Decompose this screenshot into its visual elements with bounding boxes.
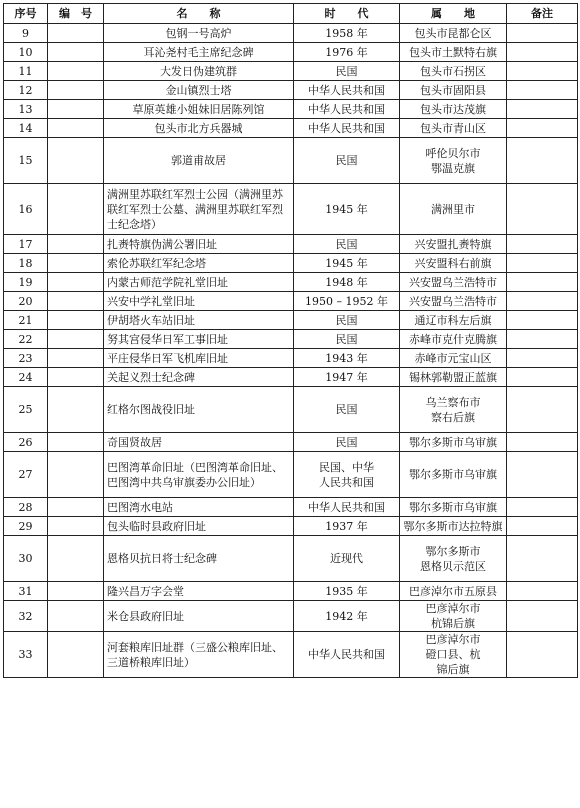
seq-cell: 26 [4, 433, 48, 452]
code-cell [48, 517, 104, 536]
code-cell [48, 24, 104, 43]
note-cell [507, 184, 578, 235]
table-row [4, 498, 578, 517]
name-cell: 巴图湾水电站 [104, 498, 294, 517]
code-cell [48, 292, 104, 311]
table-row [4, 433, 578, 452]
seq-cell: 12 [4, 81, 48, 100]
name-cell: 关起义烈士纪念碑 [104, 368, 294, 387]
era-cell: 中华人民共和国 [294, 119, 400, 138]
note-cell [507, 311, 578, 330]
note-cell [507, 100, 578, 119]
location-cell: 兴安盟科右前旗 [400, 254, 507, 273]
location-cell: 包头市昆都仑区 [400, 24, 507, 43]
table-row [4, 43, 578, 62]
code-cell [48, 119, 104, 138]
code-cell [48, 368, 104, 387]
seq-cell: 23 [4, 349, 48, 368]
seq-cell: 20 [4, 292, 48, 311]
note-cell [507, 138, 578, 184]
name-cell: 奇国贤故居 [104, 433, 294, 452]
code-cell [48, 184, 104, 235]
header-code: 编 号 [48, 4, 104, 24]
location-cell: 包头市土默特右旗 [400, 43, 507, 62]
seq-cell: 14 [4, 119, 48, 138]
note-cell [507, 498, 578, 517]
note-cell [507, 81, 578, 100]
name-cell: 米仓县政府旧址 [104, 601, 294, 632]
location-cell: 兴安盟乌兰浩特市 [400, 273, 507, 292]
name-cell: 金山镇烈士塔 [104, 81, 294, 100]
name-cell: 恩格贝抗日将士纪念碑 [104, 536, 294, 582]
seq-cell: 15 [4, 138, 48, 184]
era-cell: 民国 [294, 138, 400, 184]
name-cell: 努其宫侵华日军工事旧址 [104, 330, 294, 349]
header-row [4, 4, 578, 24]
table-row [4, 100, 578, 119]
code-cell [48, 273, 104, 292]
era-cell: 1976 年 [294, 43, 400, 62]
note-cell [507, 273, 578, 292]
era-cell: 1947 年 [294, 368, 400, 387]
name-cell: 兴安中学礼堂旧址 [104, 292, 294, 311]
location-cell: 包头市达茂旗 [400, 100, 507, 119]
note-cell [507, 582, 578, 601]
location-cell: 鄂尔多斯市 恩格贝示范区 [400, 536, 507, 582]
location-cell: 锡林郭勒盟正蓝旗 [400, 368, 507, 387]
era-cell: 1945 年 [294, 184, 400, 235]
code-cell [48, 632, 104, 678]
location-cell: 包头市青山区 [400, 119, 507, 138]
name-cell: 隆兴昌万字会堂 [104, 582, 294, 601]
note-cell [507, 452, 578, 498]
era-cell: 近现代 [294, 536, 400, 582]
era-cell: 民国 [294, 311, 400, 330]
name-cell: 巴图湾革命旧址（巴图湾革命旧址、巴图湾中共乌审旗委办公旧址） [104, 452, 294, 498]
seq-cell: 17 [4, 235, 48, 254]
note-cell [507, 254, 578, 273]
era-cell: 1942 年 [294, 601, 400, 632]
table-row [4, 138, 578, 184]
code-cell [48, 311, 104, 330]
note-cell [507, 433, 578, 452]
header-location: 属 地 [400, 4, 507, 24]
name-cell: 平庄侵华日军飞机库旧址 [104, 349, 294, 368]
era-cell: 中华人民共和国 [294, 498, 400, 517]
name-cell: 大发日伪建筑群 [104, 62, 294, 81]
seq-cell: 21 [4, 311, 48, 330]
name-cell: 扎赉特旗伪满公署旧址 [104, 235, 294, 254]
name-cell: 郭道甫故居 [104, 138, 294, 184]
seq-cell: 25 [4, 387, 48, 433]
table-row [4, 81, 578, 100]
era-cell: 民国、中华 人民共和国 [294, 452, 400, 498]
name-cell: 包头临时县政府旧址 [104, 517, 294, 536]
location-cell: 鄂尔多斯市乌审旗 [400, 498, 507, 517]
note-cell [507, 517, 578, 536]
seq-cell: 16 [4, 184, 48, 235]
code-cell [48, 138, 104, 184]
name-cell: 包头市北方兵器城 [104, 119, 294, 138]
location-cell: 兴安盟乌兰浩特市 [400, 292, 507, 311]
table-row [4, 517, 578, 536]
code-cell [48, 349, 104, 368]
location-cell: 巴彦淖尔市五原县 [400, 582, 507, 601]
seq-cell: 11 [4, 62, 48, 81]
name-cell: 草原英雄小姐妹旧居陈列馆 [104, 100, 294, 119]
location-cell: 鄂尔多斯市乌审旗 [400, 452, 507, 498]
note-cell [507, 349, 578, 368]
code-cell [48, 330, 104, 349]
seq-cell: 29 [4, 517, 48, 536]
code-cell [48, 387, 104, 433]
name-cell: 耳沁尧村毛主席纪念碑 [104, 43, 294, 62]
code-cell [48, 81, 104, 100]
code-cell [48, 100, 104, 119]
era-cell: 民国 [294, 387, 400, 433]
note-cell [507, 387, 578, 433]
note-cell [507, 119, 578, 138]
table-row [4, 452, 578, 498]
seq-cell: 31 [4, 582, 48, 601]
name-cell: 河套粮库旧址群（三盛公粮库旧址、三道桥粮库旧址） [104, 632, 294, 678]
note-cell [507, 330, 578, 349]
era-cell: 1948 年 [294, 273, 400, 292]
location-cell: 鄂尔多斯市达拉特旗 [400, 517, 507, 536]
location-cell: 巴彦淖尔市 磴口县、杭 锦后旗 [400, 632, 507, 678]
table-row [4, 292, 578, 311]
code-cell [48, 43, 104, 62]
code-cell [48, 536, 104, 582]
era-cell: 1945 年 [294, 254, 400, 273]
seq-cell: 32 [4, 601, 48, 632]
era-cell: 1935 年 [294, 582, 400, 601]
table-row [4, 582, 578, 601]
code-cell [48, 601, 104, 632]
seq-cell: 27 [4, 452, 48, 498]
name-cell: 满洲里苏联红军烈士公园（满洲里苏联红军烈士公墓、满洲里苏联红军烈士纪念塔） [104, 184, 294, 235]
table-row [4, 632, 578, 678]
note-cell [507, 43, 578, 62]
header-name: 名 称 [104, 4, 294, 24]
seq-cell: 30 [4, 536, 48, 582]
table-row [4, 536, 578, 582]
location-cell: 鄂尔多斯市乌审旗 [400, 433, 507, 452]
table-row [4, 387, 578, 433]
note-cell [507, 368, 578, 387]
table-row [4, 311, 578, 330]
table-row [4, 601, 578, 632]
header-note: 备注 [507, 4, 578, 24]
location-cell: 赤峰市克什克腾旗 [400, 330, 507, 349]
name-cell: 伊胡塔火车站旧址 [104, 311, 294, 330]
era-cell: 1943 年 [294, 349, 400, 368]
note-cell [507, 601, 578, 632]
note-cell [507, 632, 578, 678]
table-row [4, 254, 578, 273]
location-cell: 巴彦淖尔市 杭锦后旗 [400, 601, 507, 632]
table-row [4, 184, 578, 235]
code-cell [48, 254, 104, 273]
location-cell: 包头市固阳县 [400, 81, 507, 100]
seq-cell: 10 [4, 43, 48, 62]
seq-cell: 13 [4, 100, 48, 119]
era-cell: 中华人民共和国 [294, 100, 400, 119]
seq-cell: 33 [4, 632, 48, 678]
table-row [4, 368, 578, 387]
era-cell: 民国 [294, 235, 400, 254]
seq-cell: 18 [4, 254, 48, 273]
code-cell [48, 452, 104, 498]
table-row [4, 119, 578, 138]
code-cell [48, 235, 104, 254]
note-cell [507, 292, 578, 311]
heritage-table [3, 3, 578, 678]
location-cell: 赤峰市元宝山区 [400, 349, 507, 368]
table-row [4, 24, 578, 43]
table-row [4, 330, 578, 349]
era-cell: 中华人民共和国 [294, 632, 400, 678]
location-cell: 满洲里市 [400, 184, 507, 235]
location-cell: 通辽市科左后旗 [400, 311, 507, 330]
table-row [4, 62, 578, 81]
table-row [4, 273, 578, 292]
code-cell [48, 498, 104, 517]
seq-cell: 28 [4, 498, 48, 517]
era-cell: 1950 – 1952 年 [294, 292, 400, 311]
era-cell: 1958 年 [294, 24, 400, 43]
name-cell: 内蒙古师范学院礼堂旧址 [104, 273, 294, 292]
location-cell: 兴安盟扎赉特旗 [400, 235, 507, 254]
table-row [4, 235, 578, 254]
era-cell: 民国 [294, 330, 400, 349]
era-cell: 民国 [294, 62, 400, 81]
header-era: 时 代 [294, 4, 400, 24]
table-row [4, 349, 578, 368]
note-cell [507, 24, 578, 43]
name-cell: 包钢一号高炉 [104, 24, 294, 43]
location-cell: 包头市石拐区 [400, 62, 507, 81]
seq-cell: 19 [4, 273, 48, 292]
note-cell [507, 235, 578, 254]
name-cell: 索伦苏联红军纪念塔 [104, 254, 294, 273]
era-cell: 中华人民共和国 [294, 81, 400, 100]
note-cell [507, 62, 578, 81]
era-cell: 1937 年 [294, 517, 400, 536]
name-cell: 红格尔图战役旧址 [104, 387, 294, 433]
code-cell [48, 433, 104, 452]
code-cell [48, 582, 104, 601]
header-seq: 序号 [4, 4, 48, 24]
era-cell: 民国 [294, 433, 400, 452]
note-cell [507, 536, 578, 582]
code-cell [48, 62, 104, 81]
seq-cell: 24 [4, 368, 48, 387]
location-cell: 呼伦贝尔市 鄂温克旗 [400, 138, 507, 184]
seq-cell: 9 [4, 24, 48, 43]
seq-cell: 22 [4, 330, 48, 349]
location-cell: 乌兰察布市 察右后旗 [400, 387, 507, 433]
